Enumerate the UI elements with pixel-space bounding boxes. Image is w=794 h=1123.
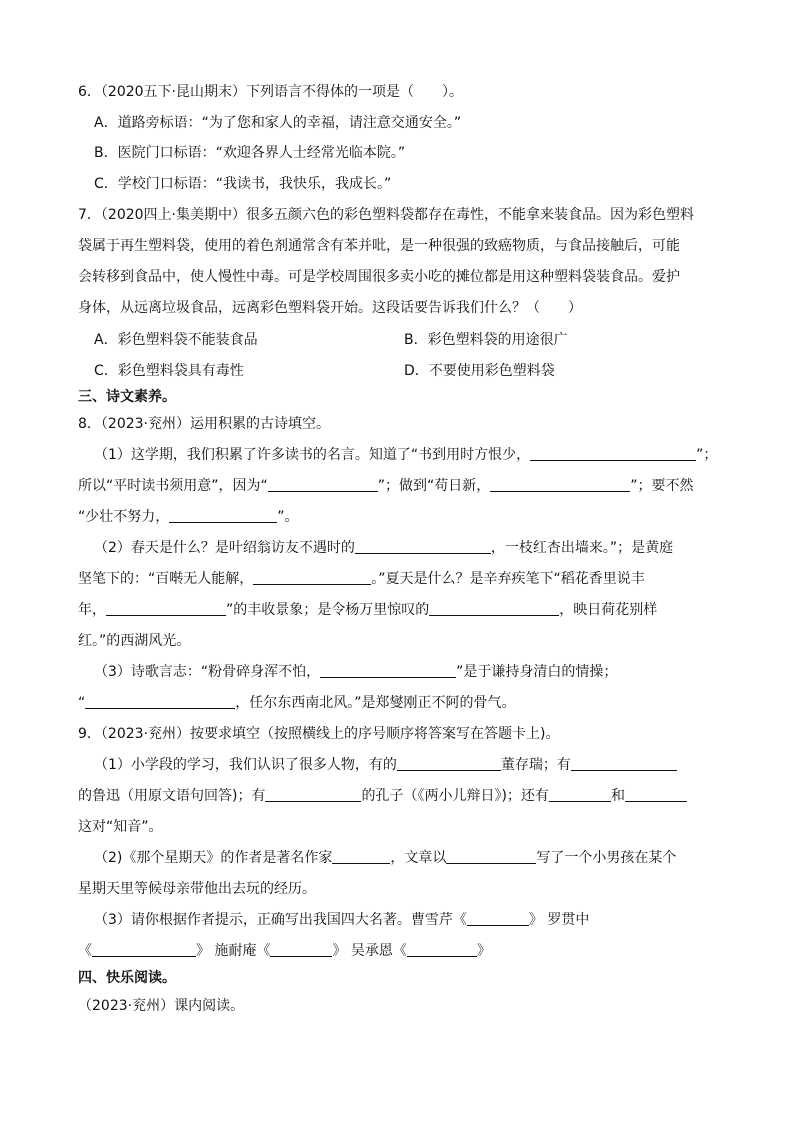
text: 》: [476, 943, 491, 959]
text: 《: [78, 943, 92, 959]
q9-p1-line-3: 这对“知音”。: [78, 819, 163, 835]
answer-blank[interactable]: [85, 694, 235, 709]
q9-stem: 9．（2023·兖州）按要求填空（按照横线上的序号顺序将答案写在答题卡上)。: [78, 726, 560, 742]
text: ”；: [696, 447, 718, 463]
q8-stem: 8．（2023·兖州）运用积累的古诗填空。: [78, 416, 330, 432]
answer-blank[interactable]: [490, 477, 630, 492]
answer-blank[interactable]: [467, 911, 529, 926]
q6-option-c[interactable]: C．学校门口标语：“我读书，我快乐，我成长。”: [94, 176, 392, 192]
text: “: [78, 695, 86, 711]
q6-option-a[interactable]: A．道路旁标语：“为了您和家人的幸福，请注意交通安全。”: [94, 115, 462, 131]
answer-blank[interactable]: [407, 942, 477, 957]
q9-p3-line-2: [78, 941, 724, 961]
answer-blank[interactable]: [265, 787, 361, 802]
text: （2）春天是什么？是叶绍翁访友不遇时的: [94, 540, 355, 556]
text: 》 施耐庵《: [196, 943, 271, 959]
text: 写了一个小男孩在某个: [536, 850, 677, 866]
q7-line-3: 会转移到食品中，使人慢性中毒。可是学校周围很多卖小吃的摊位都是用这种塑料袋装食品。爱护: [78, 269, 680, 285]
q8-p2-line-4: 红。”的西湖风光。: [78, 633, 191, 649]
text: ，任尔东西南北风。”是郑燮刚正不阿的骨气。: [235, 695, 516, 711]
text: ”是于谦持身清白的情操；: [456, 664, 618, 680]
answer-blank[interactable]: [92, 942, 196, 957]
answer-blank[interactable]: [270, 942, 332, 957]
answer-blank[interactable]: [397, 756, 501, 771]
q9-p1-line-1: [94, 755, 724, 775]
q8-p1-line-3: [78, 507, 724, 527]
q9-p2-line-1: [94, 848, 724, 868]
text: 》 吴承恩《: [332, 943, 407, 959]
q8-p3-line-2: [78, 693, 724, 713]
answer-blank[interactable]: [253, 570, 371, 585]
text: （2)《那个星期天》的作者是著名作家: [94, 850, 333, 866]
text: 所以“平时读书须用意”，因为“: [78, 478, 268, 494]
q8-p2-line-3: [78, 600, 724, 620]
q7-line-4: 身体，从远离垃圾食品，远离彩色塑料袋开始。这段话要告诉我们什么？（ ）: [78, 300, 582, 316]
text: 年，: [78, 602, 106, 618]
text: “少壮不努力，: [78, 509, 170, 525]
text: ”的丰收景象；是令杨万里惊叹的: [226, 602, 430, 618]
text: 的鲁迅（用原文语句回答)；有: [78, 788, 266, 804]
answer-blank[interactable]: [530, 446, 696, 461]
text: （3）请你根据作者提示，正确写出我国四大名著。曹雪芹《: [94, 912, 467, 928]
text: 》 罗贯中: [528, 912, 590, 928]
answer-blank[interactable]: [268, 477, 378, 492]
answer-blank[interactable]: [355, 539, 491, 554]
answer-blank[interactable]: [429, 601, 559, 616]
q7-line-1: 7．（2020四上·集美期中）很多五颜六色的彩色塑料袋都存在毒性，不能拿来装食品。因为彩色塑料: [78, 207, 694, 223]
text: （1）小学段的学习，我们认识了很多人物，有的: [94, 757, 397, 773]
text: 的孔子（《两小儿辩日》)；还有: [361, 788, 549, 804]
answer-blank[interactable]: [169, 508, 277, 523]
q7-line-2: 袋属于再生塑料袋，使用的着色剂通常含有苯并吡，是一种很强的致癌物质，与食品接触后，可能: [78, 238, 680, 254]
q7-option-c[interactable]: C．彩色塑料袋具有毒性: [94, 363, 244, 379]
text: 董存瑞；有: [500, 757, 571, 773]
section-4-heading: 四、快乐阅读。: [78, 970, 176, 986]
answer-blank[interactable]: [571, 756, 677, 771]
text: ，一枝红杏出墙来。”；是黄庭: [490, 540, 674, 556]
text: 和: [610, 788, 625, 804]
q7-option-b[interactable]: B．彩色塑料袋的用途很广: [404, 332, 568, 348]
q8-p2-line-2: [78, 569, 724, 589]
answer-blank[interactable]: [106, 601, 226, 616]
q8-p1-line-1: [94, 445, 724, 465]
text: ”。: [277, 509, 299, 525]
answer-blank[interactable]: [332, 849, 390, 864]
q7-option-a[interactable]: A．彩色塑料袋不能装食品: [94, 332, 258, 348]
answer-blank[interactable]: [625, 787, 687, 802]
text: 。”夏天是什么？是辛弃疾笔下“稻花香里说丰: [371, 571, 645, 587]
q8-p1-line-2: [78, 476, 724, 496]
text: ”；要不然: [630, 478, 694, 494]
answer-blank[interactable]: [549, 787, 611, 802]
q6-option-b[interactable]: B．医院门口标语：“欢迎各界人士经常光临本院。”: [94, 145, 406, 161]
text: ”；做到“苟日新，: [377, 478, 491, 494]
q9-p2-line-2: 星期天里等候母亲带他出去玩的经历。: [78, 881, 316, 897]
q10-stem: （2023·兖州）课内阅读。: [78, 998, 245, 1014]
q6-stem: 6．（2020五下·昆山期末）下列语言不得体的一项是（ ）。: [78, 84, 463, 100]
q8-p3-line-1: [94, 662, 724, 682]
answer-blank[interactable]: [320, 663, 456, 678]
answer-blank[interactable]: [446, 849, 536, 864]
text: （3）诗歌言志：“粉骨碎身浑不怕，: [94, 664, 321, 680]
q9-p1-line-2: [78, 786, 724, 806]
text: （1）这学期，我们积累了许多读书的名言。知道了“书到用时方恨少，: [94, 447, 531, 463]
text: ，映日荷花别样: [559, 602, 658, 618]
q8-p2-line-1: [94, 538, 724, 558]
text: 坚笔下的：“百啭无人能解，: [78, 571, 254, 587]
text: ，文章以: [390, 850, 447, 866]
q9-p3-line-1: [94, 910, 724, 930]
section-3-heading: 三、诗文素养。: [78, 389, 176, 405]
q7-option-d[interactable]: D．不要使用彩色塑料袋: [404, 363, 555, 379]
